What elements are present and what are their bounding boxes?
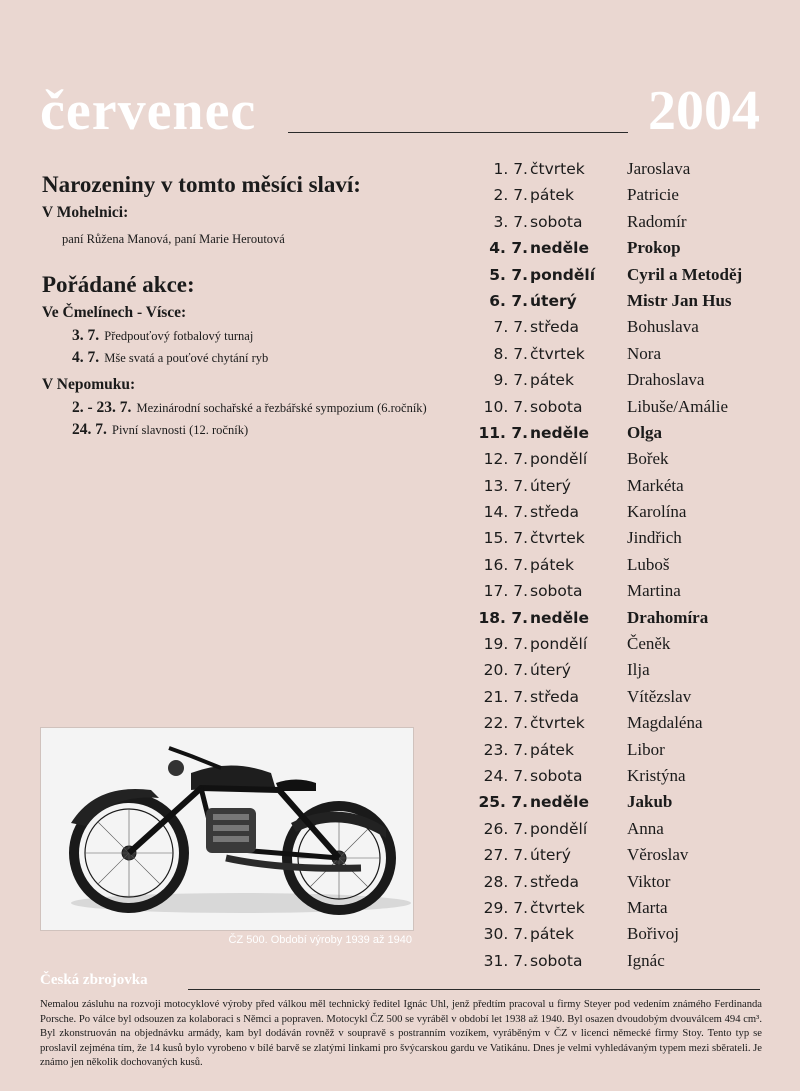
calendar-day: pondělí [530,635,588,654]
calendar-row [460,341,790,367]
calendar-name: Kristýna [627,765,686,785]
calendar-day: středa [530,503,580,522]
calendar-date: 13. 7. [483,476,528,495]
event-item [72,326,432,346]
calendar-name: Bořivoj [627,924,679,944]
year-title: 2004 [648,80,760,142]
event-item [72,400,432,416]
calendar-day: pátek [530,555,574,574]
calendar-date: 8. 7. [493,344,528,363]
calendar-name: Cyril a Metoděj [627,264,743,284]
calendar-name: Jaroslava [627,159,691,178]
calendar-day: pátek [530,371,574,390]
article-rule [188,989,760,990]
calendar-date: 10. 7. [483,397,528,416]
calendar-day: středa [530,687,580,706]
event-text: Mše svatá a pouťové chytání ryb [104,351,269,365]
calendar-date: 29. 7. [483,898,528,917]
calendar-date: 19. 7. [483,635,528,654]
calendar-date: 4. 7. [489,239,528,258]
event-item [72,348,432,368]
calendar-name: Marta [627,897,668,917]
event-text: Mezinárodní sochařské a řezbářské sympozium (6.ročník) [136,401,427,415]
calendar-name: Olga [627,422,662,442]
event-date: 4. 7. [72,349,100,366]
header-rule [288,132,628,133]
calendar-date: 24. 7. [483,766,528,785]
calendar-date: 22. 7. [483,714,528,733]
article-title: Česká zbrojovka [40,972,148,988]
calendar-name: Radomír [627,211,687,231]
event-date: 3. 7. [72,327,100,344]
calendar-name: Věroslav [627,845,689,865]
calendar-date: 12. 7. [483,450,528,469]
article-text: Nemalou zásluhu na rozvoji motocyklové výroby před válkou měl technický ředitel Ignác Uhl, jenž předtím pracoval u firmy Steyer pod vedením známého Ferdinanda Porsche. Po válce byl odsouzen za kolaboraci s Němci a popraven. Motocykl ČZ 500 se vyráběl v období let 1938 až 1940. Byl osazen dvoudobým dvouválcem 494 cm³. Byl zkonstruován na objednávku armády, kam byl dodáván rovněž v soupravě s postranním vozíkem, vyráběným v ČZ v licenci německé firmy Stoy. Tento typ se proslavil zejména tím, že 14 kusů bylo vyrobeno v bílé barvě se zlatými linkami pro švýcarskou gardu ve Vatikánu. Dnes je velmi vyhledávaným typem mezi sběrateli. Je známo jen několik dochovaných kusů. [40,999,762,1069]
calendar-day: čtvrtek [530,529,585,548]
calendar-date: 15. 7. [483,529,528,548]
page-header [40,78,760,148]
calendar-name: Mistr Jan Hus [627,290,732,310]
calendar-day: neděle [530,608,589,627]
calendar-row [460,262,790,288]
calendar-row [460,842,790,868]
calendar-row [460,763,790,789]
calendar-day: úterý [530,476,571,495]
calendar-date: 11. 7. [478,423,528,442]
calendar-day: neděle [530,423,589,442]
calendar-name: Čeněk [627,634,671,654]
calendar-row [460,816,790,842]
calendar-row [460,394,790,420]
calendar-name: Luboš [627,554,670,574]
calendar-day: sobota [530,951,583,970]
calendar-name: Magdaléna [627,713,703,733]
calendar-name: Bohuslava [627,317,699,337]
calendar-day: pondělí [530,819,588,838]
calendar-name: Libuše/Amálie [627,396,729,416]
calendar-date: 1. 7. [493,160,528,178]
calendar-row [460,182,790,208]
calendar-row [460,156,790,182]
calendar-row [460,552,790,578]
photo-caption: ČZ 500. Období výroby 1939 až 1940 [228,934,412,946]
calendar-row [460,948,790,974]
calendar-row [460,737,790,763]
event-text: Předpouťový fotbalový turnaj [104,329,254,343]
calendar-day: neděle [530,239,589,258]
calendar-date: 21. 7. [483,687,528,706]
calendar-day: pátek [530,186,574,205]
calendar-date: 2. 7. [493,186,528,205]
calendar-row [460,209,790,235]
calendar-date: 28. 7. [483,872,528,891]
calendar-day: čtvrtek [530,344,585,363]
calendar-day: čtvrtek [530,714,585,733]
calendar-day: úterý [530,291,577,310]
calendar-date: 6. 7. [489,291,528,310]
motorcycle-photo [40,727,414,931]
calendar-name: Martina [627,581,681,601]
calendar-day: sobota [530,766,583,785]
event-date: 2. - 23. 7. [72,399,132,416]
calendar-date: 9. 7. [493,371,528,390]
calendar-row [460,684,790,710]
calendar-name: Bořek [627,449,669,469]
month-title: červenec [40,80,257,142]
calendar-name: Anna [627,818,664,838]
left-column [42,170,432,440]
calendar-name: Markéta [627,475,684,495]
calendar-day: neděle [530,793,589,812]
calendar-day: sobota [530,582,583,601]
events-place-2: V Nepomuku: [42,376,136,393]
events-place-1: Ve Čmelínech - Vísce: [42,304,187,321]
calendar-row [460,605,790,631]
calendar-date: 14. 7. [483,503,528,522]
calendar-date: 30. 7. [483,925,528,944]
birthdays-names: paní Růžena Manová, paní Marie Heroutová [62,232,285,246]
calendar-date: 16. 7. [483,555,528,574]
calendar-name: Jakub [627,792,673,812]
calendar-day: středa [530,872,580,891]
event-item [72,420,432,440]
calendar-name: Ignác [627,950,665,970]
calendar-name: Jindřich [627,528,682,548]
calendar-date: 3. 7. [493,212,528,231]
calendar-date: 5. 7. [489,265,528,284]
calendar-row [460,420,790,446]
calendar-name: Libor [627,739,665,759]
birthdays-place: V Mohelnici: [42,204,129,221]
calendar-list [460,156,790,974]
calendar-row [460,288,790,314]
calendar-day: sobota [530,397,583,416]
calendar-date: 23. 7. [483,740,528,759]
calendar-day: úterý [530,846,571,865]
calendar-row [460,869,790,895]
calendar-row [460,525,790,551]
calendar-row [460,314,790,340]
calendar-row [460,499,790,525]
calendar-day: pondělí [530,265,596,284]
calendar-day: čtvrtek [530,160,585,178]
calendar-name: Vítězslav [627,686,692,706]
calendar-date: 17. 7. [483,582,528,601]
calendar-name: Patricie [627,185,679,205]
calendar-name: Drahoslava [627,370,705,390]
calendar-date: 25. 7. [478,793,528,812]
calendar-row [460,789,790,815]
events-heading: Pořádané akce: [42,272,195,297]
event-text: Pivní slavnosti (12. ročník) [112,423,249,437]
calendar-row [460,235,790,261]
calendar-row [460,578,790,604]
calendar-day: pátek [530,740,574,759]
motorcycle-illustration [41,728,413,930]
calendar-name: Ilja [627,660,650,680]
calendar-date: 26. 7. [483,819,528,838]
calendar-day: čtvrtek [530,898,585,917]
calendar-row [460,446,790,472]
calendar-date: 27. 7. [483,846,528,865]
calendar-row [460,710,790,736]
calendar-day: sobota [530,212,583,231]
calendar-row [460,895,790,921]
calendar-date: 20. 7. [483,661,528,680]
calendar-row [460,367,790,393]
calendar-name: Viktor [627,871,671,891]
calendar-row [460,657,790,683]
calendar-row [460,631,790,657]
calendar-name: Prokop [627,238,681,258]
calendar-day: pondělí [530,450,588,469]
calendar-date: 31. 7. [483,951,528,970]
calendar-row [460,921,790,947]
calendar-name: Karolína [627,502,687,522]
calendar-day: pátek [530,925,574,944]
calendar-day: úterý [530,661,571,680]
event-date: 24. 7. [72,421,107,438]
calendar-day: středa [530,318,580,337]
calendar-row [460,473,790,499]
calendar-date: 7. 7. [493,318,528,337]
calendar-name: Nora [627,343,661,363]
birthdays-heading: Narozeniny v tomto měsíci slaví: [42,172,361,197]
calendar-date: 18. 7. [478,608,528,627]
calendar-name: Drahomíra [627,607,709,627]
